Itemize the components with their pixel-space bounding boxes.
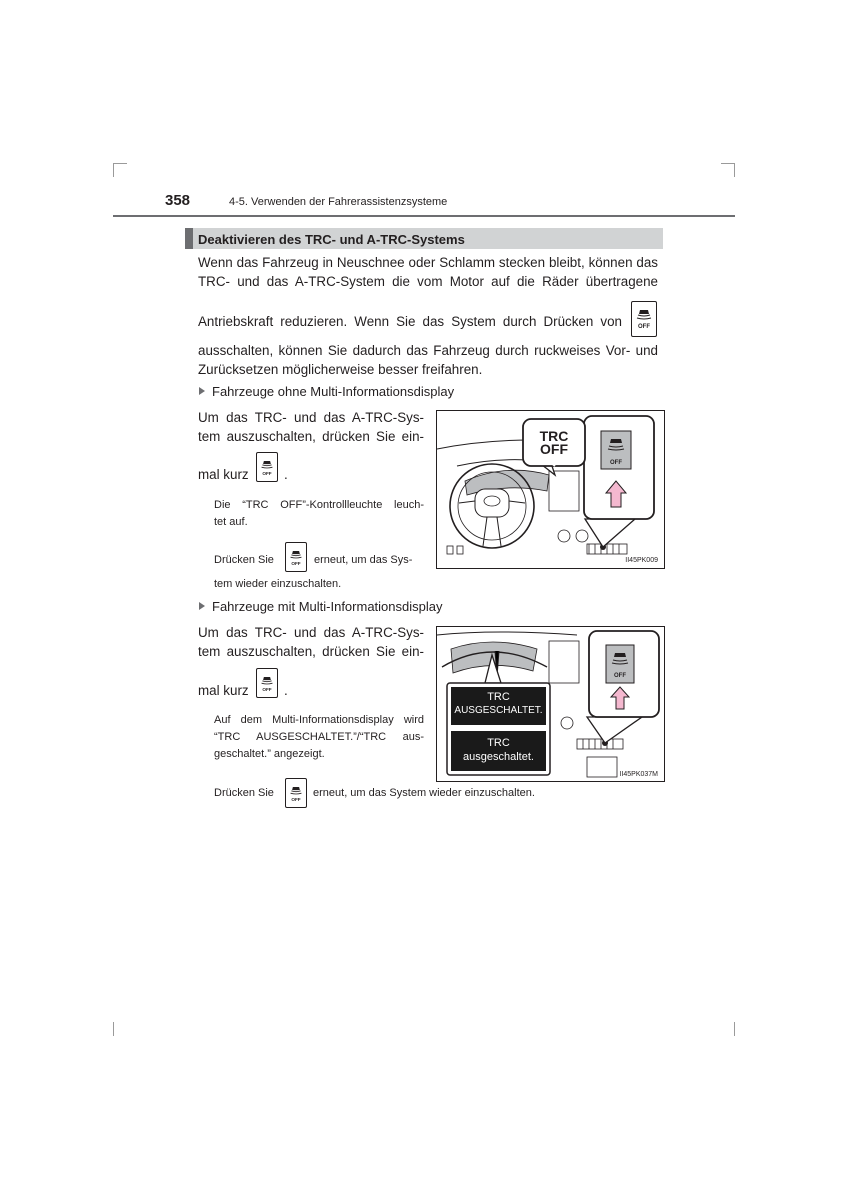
trc-off-indicator-line1: TRC — [539, 428, 569, 444]
block2-note1-line2: “TRC AUSGESCHALTET.”/“TRC aus- — [214, 731, 424, 743]
trc-off-switch-icon — [256, 452, 278, 482]
trc-off-switch-icon — [631, 301, 657, 337]
mid-screen1-line2: AUSGESCHALTET. — [454, 705, 543, 716]
figure-id: II45PK037M — [619, 771, 658, 778]
mid-screen1-line1: TRC — [487, 691, 510, 703]
svg-text:OFF: OFF — [291, 797, 301, 802]
block2-note1-line3: geschaltet.” angezeigt. — [214, 748, 325, 760]
skid-car-icon — [289, 784, 303, 804]
svg-text:OFF: OFF — [262, 687, 272, 692]
block1-line1: Um das TRC- und das A-TRC-Sys- — [198, 410, 424, 425]
mid-screen-lowercase — [451, 731, 546, 771]
intro-line-2: TRC- und das A-TRC-System die vom Motor auf die Räder übertragene — [198, 274, 658, 289]
trc-off-switch-icon — [256, 668, 278, 698]
block2-line3b: . — [284, 683, 288, 698]
intro-line-4: ausschalten, können Sie dadurch das Fahrzeug durch ruckweises Vor- und — [198, 343, 658, 358]
bullet-with-mid — [199, 599, 442, 614]
skid-car-icon — [289, 548, 303, 568]
block2-note2b: erneut, um das System wieder einzuschalten. — [313, 787, 535, 799]
bullet-text: Fahrzeuge mit Multi-Informationsdisplay — [212, 599, 443, 614]
svg-text:OFF: OFF — [610, 460, 622, 466]
skid-car-icon — [260, 458, 274, 478]
block1-line3b: . — [284, 467, 288, 482]
block1-note2b: erneut, um das Sys- — [314, 554, 413, 566]
crop-mark-top-left — [113, 163, 114, 177]
header-rule — [113, 215, 735, 217]
crop-mark-bottom-right — [734, 1022, 735, 1036]
crop-mark-top-right — [734, 163, 735, 177]
section-heading: Deaktivieren des TRC- und A-TRC-Systems — [198, 232, 465, 247]
figure-dashboard-with-mid — [436, 626, 665, 782]
block2-line3a: mal kurz — [198, 683, 249, 698]
trc-off-switch-icon — [285, 778, 307, 808]
button-label: OFF — [638, 324, 650, 330]
crop-mark-top-left-h — [113, 163, 127, 164]
intro-line-1: Wenn das Fahrzeug in Neuschnee oder Schlamm stecken bleibt, können das — [198, 255, 658, 270]
block1-note2a: Drücken Sie — [214, 554, 274, 566]
block2-note2a: Drücken Sie — [214, 787, 274, 799]
bullet-no-mid — [199, 384, 454, 399]
block2-line2: tem auszuschalten, drücken Sie ein- — [198, 644, 424, 659]
heading-band-mark — [185, 228, 193, 249]
mid-screen-uppercase — [451, 687, 546, 725]
block1-note1-line1: Die “TRC OFF”-Kontrollleuchte leuch- — [214, 499, 424, 511]
skid-car-icon — [635, 307, 653, 331]
block1-line3a: mal kurz — [198, 467, 249, 482]
svg-text:OFF: OFF — [614, 673, 626, 679]
bullet-text: Fahrzeuge ohne Multi-Informationsdisplay — [212, 384, 455, 399]
trc-off-indicator-line2: OFF — [540, 441, 568, 457]
block1-line2: tem auszuschalten, drücken Sie ein- — [198, 429, 424, 444]
block2-line1: Um das TRC- und das A-TRC-Sys- — [198, 625, 424, 640]
intro-line-5: Zurücksetzen möglicherweise besser freifahren. — [198, 362, 483, 377]
trc-off-switch-icon — [285, 542, 307, 572]
intro-line-3: Antriebskraft reduzieren. Wenn Sie das System durch Drücken von — [198, 314, 622, 329]
section-header: 4-5. Verwenden der Fahrerassistenzsysteme — [229, 196, 448, 208]
crop-mark-top-right-h — [721, 163, 735, 164]
svg-text:OFF: OFF — [291, 561, 301, 566]
triangle-bullet-icon — [199, 387, 205, 395]
triangle-bullet-icon — [199, 602, 205, 610]
mid-screen2-line1: TRC — [487, 737, 510, 749]
skid-car-icon — [260, 674, 274, 694]
block2-note1-line1: Auf dem Multi-Informationsdisplay wird — [214, 714, 424, 726]
figure-dashboard-no-mid — [436, 410, 665, 569]
crop-mark-bottom-left — [113, 1022, 114, 1036]
mid-screen2-line2: ausgeschaltet. — [463, 751, 534, 763]
figure-id: II45PK009 — [625, 557, 658, 564]
svg-text:OFF: OFF — [262, 471, 272, 476]
block1-note2-line2: tem wieder einzuschalten. — [214, 578, 342, 590]
page-number: 358 — [165, 192, 191, 209]
block1-note1-line2: tet auf. — [214, 516, 248, 528]
